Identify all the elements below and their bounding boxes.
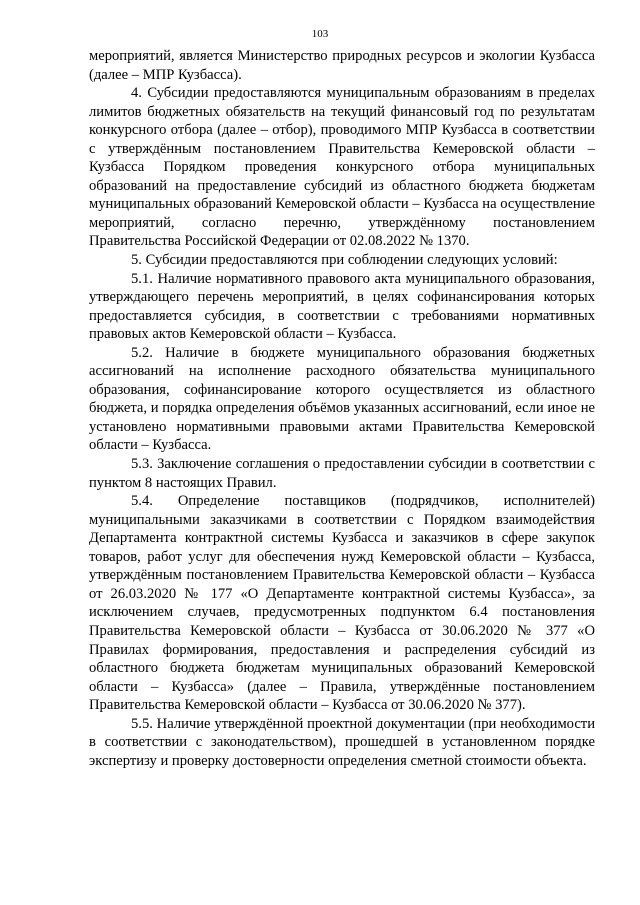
document-body — [89, 47, 595, 770]
paragraph-item-5: 5. Субсидии предоставляются при соблюдении следующих условий: — [131, 252, 558, 269]
paragraph-item-5-4: 5.4. Определение поставщиков (подрядчиков, исполнителей) муниципальными заказчиками в соответствии с Порядком взаимодействия Департамента контрактной системы Кузбасса и заказчиков в сфере закупок товаров, работ услуг для обеспечения нужд Кемеровской области – Кузбасса, утверждённым постановлением Правительства Кемеровской области – Кузбасса от 26.03.2020 № 177 «О Департаменте контрактной системы Кузбасса», за исключением случаев, предусмотренных подпунктом 6.4 постановления Правительства Кемеровской области – Кузбасса от 30.06.2020 № 377 «О Правилах формирования, предоставления и распределения субсидий из областного бюджета бюджетам муниципальных образований Кемеровской области – Кузбасса» (далее – Правила, утверждённые постановлением Правительства Кемеровской области – Кузбасса от 30.06.2020 № 377). — [89, 493, 595, 714]
page-number: 103 — [311, 28, 329, 40]
paragraph-continuation: мероприятий, является Министерство природных ресурсов и экологии Кузбасса (далее – МПР Кузбасса). — [89, 48, 595, 83]
paragraph-item-5-2: 5.2. Наличие в бюджете муниципального образования бюджетных ассигнований на исполнение расходного обязательства муниципального образования, софинансирование которого осуществляется из областного бюджета, и порядка определения объёмов указанных ассигнований, если иное не установлено нормативными правовыми актами Правительства Кемеровской области – Кузбасса. — [89, 344, 595, 454]
paragraph-item-5-5: 5.5. Наличие утверждённой проектной документации (при необходимости в соответствии с законодательством), прошедшей в установленном порядке экспертизу и проверку достоверности определения сметной стоимости объекта. — [89, 715, 595, 769]
paragraph-item-5-1: 5.1. Наличие нормативного правового акта муниципального образования, утверждающего перечень мероприятий, в целях софинансирования которых предоставляется субсидия, в соответствии с требованиями нормативных правовых актов Кемеровской области – Кузбасса. — [89, 270, 595, 343]
paragraph-item-4: 4. Субсидии предоставляются муниципальным образованиям в пределах лимитов бюджетных обязательств на текущий финансовый год по результатам конкурсного отбора (далее – отбор), проводимого МПР Кузбасса в соответствии с утверждённым постановлением Правительства Кемеровской области – Кузбасса Порядком проведения конкурсного отбора муниципальных образований на предоставление субсидий из областного бюджета бюджетам муниципальных образований Кемеровской области – Кузбасса на осуществление мероприятий, согласно перечню, утверждённому постановлением Правительства Российской Федерации от 02.08.2022 № 1370. — [89, 85, 595, 250]
paragraph-item-5-3: 5.3. Заключение соглашения о предоставлении субсидии в соответствии с пунктом 8 настоящих Правил. — [89, 456, 595, 491]
